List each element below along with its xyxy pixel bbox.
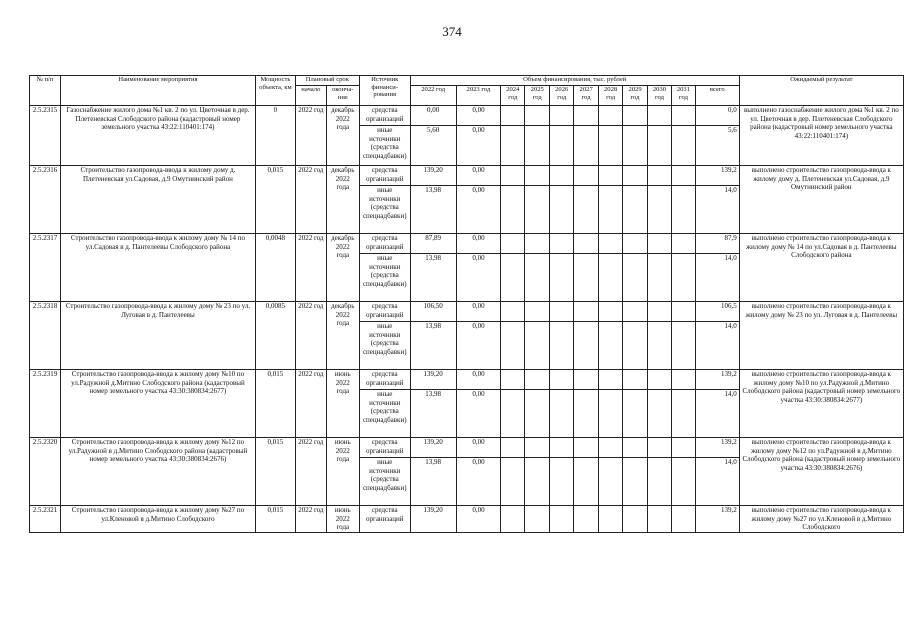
- header-2023: 2023 год: [456, 86, 501, 106]
- value-empty-year: [550, 106, 574, 126]
- funding-source: иные источники (средства спецнадбавки): [359, 322, 410, 370]
- value-total: 14,0: [695, 186, 739, 234]
- value-empty-year: [574, 166, 599, 186]
- value-total: 139,2: [695, 166, 739, 186]
- expected-result: выполнено строительство газопровода-ввода к жилому дому № 14 по ул.Садовая в д. Пантелеевы Слободского района: [739, 234, 903, 302]
- value-total: 14,0: [695, 390, 739, 438]
- value-empty-year: [501, 234, 525, 254]
- value-empty-year: [550, 390, 574, 438]
- header-2022: 2022 год: [410, 86, 456, 106]
- start-term: 2022 год: [295, 438, 326, 506]
- expected-result: выполнено строительство газопровода-ввода к жилому дому №27 по ул.Кленовой в д.Митино Слободского: [739, 506, 903, 533]
- page-number: 374: [442, 24, 462, 39]
- value-empty-year: [599, 322, 623, 370]
- value-empty-year: [501, 438, 525, 458]
- value-empty-year: [648, 506, 672, 533]
- funding-source: средства организаций: [359, 106, 410, 126]
- value-2022: 139,20: [410, 166, 456, 186]
- value-empty-year: [648, 438, 672, 458]
- funding-source: средства организаций: [359, 234, 410, 254]
- value-2023: 0,00: [456, 438, 501, 458]
- value-empty-year: [623, 370, 648, 390]
- value-empty-year: [501, 126, 525, 166]
- value-empty-year: [671, 506, 695, 533]
- financing-table: [29, 75, 904, 533]
- header-name: Наименование мероприятия: [60, 76, 255, 106]
- header-2025: 2025 год: [525, 86, 550, 106]
- value-empty-year: [599, 126, 623, 166]
- header-start: начало: [295, 86, 326, 106]
- header-volume: Объем финансирования, тыс. рублей: [410, 76, 739, 86]
- table-row: [30, 302, 904, 322]
- value-empty-year: [574, 126, 599, 166]
- table-row: [30, 370, 904, 390]
- value-empty-year: [574, 186, 599, 234]
- value-empty-year: [623, 106, 648, 126]
- value-empty-year: [525, 506, 550, 533]
- header-2026: 2026 год: [550, 86, 574, 106]
- value-empty-year: [599, 458, 623, 506]
- funding-source: иные источники (средства спецнадбавки): [359, 254, 410, 302]
- header-total: всего: [695, 86, 739, 106]
- value-empty-year: [623, 506, 648, 533]
- value-empty-year: [550, 458, 574, 506]
- row-number: 2.5.2321: [30, 506, 61, 533]
- value-empty-year: [623, 302, 648, 322]
- capacity-value: 0,0048: [255, 234, 295, 302]
- table-row: [30, 438, 904, 458]
- value-total: 139,2: [695, 506, 739, 533]
- value-empty-year: [525, 458, 550, 506]
- value-empty-year: [501, 186, 525, 234]
- value-total: 87,9: [695, 234, 739, 254]
- value-2022: 139,20: [410, 438, 456, 458]
- expected-result: выполнено строительство газопровода-ввода к жилому дому №12 по ул.Радужной в д.Митино Слободского района (кадастровый номер земельного участка 43:30:380834:2676): [739, 438, 903, 506]
- value-2022: 106,50: [410, 302, 456, 322]
- start-term: 2022 год: [295, 106, 326, 166]
- header-2029: 2029 год: [623, 86, 648, 106]
- value-empty-year: [671, 106, 695, 126]
- value-empty-year: [648, 370, 672, 390]
- value-empty-year: [599, 186, 623, 234]
- value-2022: 87,89: [410, 234, 456, 254]
- value-empty-year: [671, 438, 695, 458]
- value-2022: 139,20: [410, 370, 456, 390]
- value-empty-year: [648, 390, 672, 438]
- value-2023: 0,00: [456, 302, 501, 322]
- value-empty-year: [574, 458, 599, 506]
- funding-source: иные источники (средства спецнадбавки): [359, 186, 410, 234]
- value-total: 0,0: [695, 106, 739, 126]
- table-row: [30, 166, 904, 186]
- value-empty-year: [550, 302, 574, 322]
- value-empty-year: [623, 322, 648, 370]
- end-term: декабрь 2022 года: [326, 106, 359, 166]
- funding-source: иные источники (средства спецнадбавки): [359, 458, 410, 506]
- value-empty-year: [599, 234, 623, 254]
- value-total: 139,2: [695, 438, 739, 458]
- value-empty-year: [550, 126, 574, 166]
- row-number: 2.5.2320: [30, 438, 61, 506]
- value-empty-year: [599, 166, 623, 186]
- row-number: 2.5.2316: [30, 166, 61, 234]
- value-empty-year: [525, 254, 550, 302]
- value-empty-year: [648, 186, 672, 234]
- value-empty-year: [574, 254, 599, 302]
- value-2023: 0,00: [456, 370, 501, 390]
- value-empty-year: [525, 126, 550, 166]
- value-empty-year: [671, 186, 695, 234]
- expected-result: выполнено строительство газопровода-ввода к жилому дому д. Плетеневская ул.Садовая, д.9 Омутнинский район: [739, 166, 903, 234]
- value-empty-year: [648, 166, 672, 186]
- start-term: 2022 год: [295, 302, 326, 370]
- value-empty-year: [623, 186, 648, 234]
- row-number: 2.5.2315: [30, 106, 61, 166]
- start-term: 2022 год: [295, 234, 326, 302]
- value-2022: 13,98: [410, 186, 456, 234]
- expected-result: выполнено строительство газопровода-ввода к жилому дому №10 по ул.Радужной д.Митино Слободского района (кадастровый номер земельного участка 43:30:380834:2677): [739, 370, 903, 438]
- value-2023: 0,00: [456, 234, 501, 254]
- value-empty-year: [501, 458, 525, 506]
- value-empty-year: [501, 254, 525, 302]
- value-2023: 0,00: [456, 390, 501, 438]
- value-empty-year: [671, 390, 695, 438]
- value-empty-year: [599, 370, 623, 390]
- value-total: 106,5: [695, 302, 739, 322]
- end-term: июнь 2022 года: [326, 438, 359, 506]
- value-empty-year: [550, 438, 574, 458]
- row-number: 2.5.2319: [30, 370, 61, 438]
- value-empty-year: [501, 322, 525, 370]
- funding-source: средства организаций: [359, 370, 410, 390]
- value-2022: 13,98: [410, 322, 456, 370]
- end-term: декабрь 2022 года: [326, 166, 359, 234]
- value-empty-year: [574, 390, 599, 438]
- value-2023: 0,00: [456, 106, 501, 126]
- header-result: Ожидаемый результат: [739, 76, 903, 106]
- value-total: 5,6: [695, 126, 739, 166]
- value-total: 14,0: [695, 322, 739, 370]
- event-name: Строительство газопровода-ввода к жилому дому №12 по ул.Радужной в д.Митино Слободского района (кадастровый номер земельного участка 43:30:380834:2676): [60, 438, 255, 506]
- value-empty-year: [525, 322, 550, 370]
- value-2023: 0,00: [456, 458, 501, 506]
- header-2028: 2028 год: [599, 86, 623, 106]
- value-empty-year: [574, 322, 599, 370]
- header-source: Источник финанси-рования: [359, 76, 410, 106]
- value-empty-year: [648, 126, 672, 166]
- value-empty-year: [501, 106, 525, 126]
- value-empty-year: [574, 106, 599, 126]
- value-empty-year: [525, 106, 550, 126]
- value-2023: 0,00: [456, 506, 501, 533]
- header-2024: 2024 год: [501, 86, 525, 106]
- value-empty-year: [623, 390, 648, 438]
- value-2022: 13,98: [410, 254, 456, 302]
- header-capacity: Мощность объекта, км: [255, 76, 295, 106]
- value-total: 14,0: [695, 458, 739, 506]
- value-empty-year: [550, 254, 574, 302]
- value-empty-year: [550, 322, 574, 370]
- value-empty-year: [550, 234, 574, 254]
- value-2023: 0,00: [456, 126, 501, 166]
- header-2030: 2030 год: [648, 86, 672, 106]
- value-empty-year: [671, 370, 695, 390]
- funding-source: средства организаций: [359, 438, 410, 458]
- capacity-value: 0: [255, 106, 295, 166]
- start-term: 2022 год: [295, 166, 326, 234]
- value-2022: 0,00: [410, 106, 456, 126]
- value-empty-year: [525, 302, 550, 322]
- value-empty-year: [550, 370, 574, 390]
- funding-source: иные источники (средства спецнадбавки): [359, 390, 410, 438]
- value-empty-year: [623, 254, 648, 302]
- row-number: 2.5.2318: [30, 302, 61, 370]
- value-2022: 13,98: [410, 390, 456, 438]
- value-empty-year: [671, 254, 695, 302]
- value-empty-year: [623, 458, 648, 506]
- event-name: Строительство газопровода-ввода к жилому дому №27 по ул.Кленовой в д.Митино Слободского: [60, 506, 255, 533]
- value-empty-year: [550, 506, 574, 533]
- row-number: 2.5.2317: [30, 234, 61, 302]
- funding-source: средства организаций: [359, 302, 410, 322]
- value-empty-year: [550, 186, 574, 234]
- event-name: Строительство газопровода-ввода к жилому дому № 23 по ул. Луговая в д. Пантелеевы: [60, 302, 255, 370]
- value-empty-year: [648, 254, 672, 302]
- value-empty-year: [574, 302, 599, 322]
- value-empty-year: [671, 126, 695, 166]
- value-2022: 5,60: [410, 126, 456, 166]
- value-empty-year: [671, 458, 695, 506]
- end-term: июнь 2022 года: [326, 370, 359, 438]
- header-end: оконча-ние: [326, 86, 359, 106]
- value-empty-year: [599, 254, 623, 302]
- event-name: Строительство газопровода-ввода к жилому дому №10 по ул.Радужной д.Митино Слободского района (кадастровый номер земельного участка 43:30:380834:2677): [60, 370, 255, 438]
- capacity-value: 0,0085: [255, 302, 295, 370]
- table-row: [30, 234, 904, 254]
- event-name: Строительство газопровода-ввода к жилому дому № 14 по ул.Садовая в д. Пантелеевы Слободского района: [60, 234, 255, 302]
- value-empty-year: [648, 458, 672, 506]
- end-term: июнь 2022 года: [326, 506, 359, 533]
- value-empty-year: [501, 370, 525, 390]
- table-row: [30, 106, 904, 126]
- capacity-value: 0,015: [255, 370, 295, 438]
- value-2022: 139,20: [410, 506, 456, 533]
- value-empty-year: [574, 506, 599, 533]
- value-empty-year: [501, 390, 525, 438]
- value-empty-year: [671, 234, 695, 254]
- value-empty-year: [599, 390, 623, 438]
- table-row: [30, 506, 904, 533]
- capacity-value: 0,015: [255, 438, 295, 506]
- funding-source: средства организаций: [359, 166, 410, 186]
- value-empty-year: [525, 234, 550, 254]
- value-empty-year: [599, 506, 623, 533]
- event-name: Строительство газопровода-ввода к жилому дому д. Плетеневская ул.Садовая, д.9 Омутнинский район: [60, 166, 255, 234]
- value-total: 139,2: [695, 370, 739, 390]
- value-empty-year: [525, 166, 550, 186]
- value-empty-year: [574, 234, 599, 254]
- end-term: декабрь 2022 года: [326, 302, 359, 370]
- value-empty-year: [648, 302, 672, 322]
- value-2022: 13,98: [410, 458, 456, 506]
- funding-source: средства организаций: [359, 506, 410, 533]
- value-empty-year: [648, 234, 672, 254]
- value-empty-year: [671, 322, 695, 370]
- end-term: декабрь 2022 года: [326, 234, 359, 302]
- value-empty-year: [525, 390, 550, 438]
- value-empty-year: [525, 438, 550, 458]
- value-empty-year: [501, 302, 525, 322]
- start-term: 2022 год: [295, 506, 326, 533]
- value-empty-year: [525, 186, 550, 234]
- value-empty-year: [574, 438, 599, 458]
- header-2027: 2027 год: [574, 86, 599, 106]
- value-empty-year: [623, 166, 648, 186]
- value-empty-year: [648, 106, 672, 126]
- expected-result: выполнено газоснабжение жилого дома №1 кв. 2 по ул. Цветочная в дер. Плетеневская Слободского района (кадастровый номер земельного участка 43:22:110401:174): [739, 106, 903, 166]
- value-empty-year: [525, 370, 550, 390]
- value-2023: 0,00: [456, 186, 501, 234]
- expected-result: выполнено строительство газопровода-ввода к жилому дому № 23 по ул. Луговая в д. Пантелеевы: [739, 302, 903, 370]
- value-2023: 0,00: [456, 166, 501, 186]
- value-empty-year: [501, 166, 525, 186]
- header-num: № п/п: [30, 76, 61, 106]
- event-name: Газоснабжение жилого дома №1 кв. 2 по ул. Цветочная в дер. Плетеневская Слободского района (кадастровый номер земельного участка 43:22:110401:174): [60, 106, 255, 166]
- value-empty-year: [501, 506, 525, 533]
- value-empty-year: [599, 302, 623, 322]
- capacity-value: 0,015: [255, 506, 295, 533]
- value-empty-year: [671, 166, 695, 186]
- value-empty-year: [623, 438, 648, 458]
- funding-source: иные источники (средства спецнадбавки): [359, 126, 410, 166]
- header-2031: 2031 год: [671, 86, 695, 106]
- value-empty-year: [623, 234, 648, 254]
- value-empty-year: [623, 126, 648, 166]
- value-total: 14,0: [695, 254, 739, 302]
- value-2023: 0,00: [456, 254, 501, 302]
- value-empty-year: [648, 322, 672, 370]
- value-empty-year: [550, 166, 574, 186]
- value-2023: 0,00: [456, 322, 501, 370]
- header-plan-term: Плановый срок: [295, 76, 359, 86]
- value-empty-year: [671, 302, 695, 322]
- value-empty-year: [599, 106, 623, 126]
- value-empty-year: [574, 370, 599, 390]
- value-empty-year: [599, 438, 623, 458]
- start-term: 2022 год: [295, 370, 326, 438]
- capacity-value: 0,015: [255, 166, 295, 234]
